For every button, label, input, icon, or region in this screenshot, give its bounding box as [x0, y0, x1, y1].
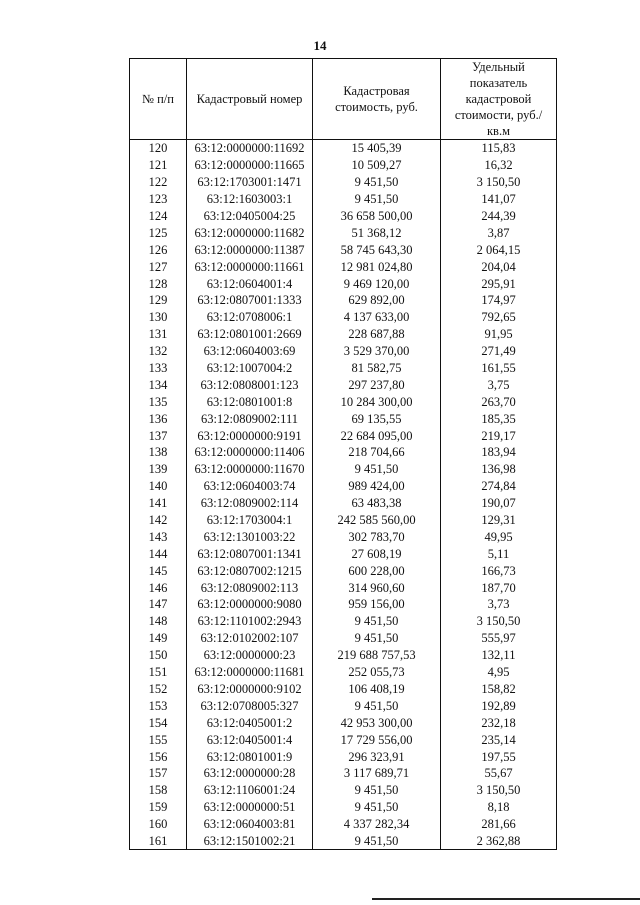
cadastral-value-cell: 9 451,50: [313, 461, 441, 478]
header-specific-value: Удельный показатель кадастровой стоимости, руб./кв.м: [441, 59, 557, 140]
row-number-cell: 161: [130, 833, 187, 850]
cadastral-number-cell: 63:12:0000000:11670: [187, 461, 313, 478]
cadastral-number-cell: 63:12:0807002:1215: [187, 562, 313, 579]
cadastral-number-cell: 63:12:0405004:25: [187, 208, 313, 225]
cadastral-number-cell: 63:12:0807001:1333: [187, 292, 313, 309]
row-number-cell: 126: [130, 241, 187, 258]
table-row: [130, 258, 557, 275]
specific-value-cell: 192,89: [441, 697, 557, 714]
cadastral-number-cell: 63:12:0000000:11406: [187, 444, 313, 461]
table-header-row: [130, 59, 557, 140]
table-body: [130, 140, 557, 850]
row-number-cell: 145: [130, 562, 187, 579]
row-number-cell: 152: [130, 681, 187, 698]
row-number-cell: 135: [130, 393, 187, 410]
table-row: [130, 714, 557, 731]
cadastral-value-cell: 9 451,50: [313, 697, 441, 714]
cadastral-value-cell: 10 284 300,00: [313, 393, 441, 410]
specific-value-cell: 2 362,88: [441, 833, 557, 850]
table-row: [130, 613, 557, 630]
row-number-cell: 132: [130, 343, 187, 360]
table-row: [130, 816, 557, 833]
table-row: [130, 444, 557, 461]
cadastral-value-cell: 3 529 370,00: [313, 343, 441, 360]
specific-value-cell: 8,18: [441, 799, 557, 816]
table-row: [130, 545, 557, 562]
cadastral-number-cell: 63:12:1007004:2: [187, 360, 313, 377]
specific-value-cell: 244,39: [441, 208, 557, 225]
row-number-cell: 133: [130, 360, 187, 377]
specific-value-cell: 3,73: [441, 596, 557, 613]
specific-value-cell: 274,84: [441, 478, 557, 495]
cadastral-value-cell: 27 608,19: [313, 545, 441, 562]
cadastral-value-cell: 242 585 560,00: [313, 512, 441, 529]
cadastral-value-cell: 228 687,88: [313, 326, 441, 343]
cadastral-number-cell: 63:12:1101002:2943: [187, 613, 313, 630]
cadastral-value-cell: 959 156,00: [313, 596, 441, 613]
row-number-cell: 140: [130, 478, 187, 495]
table-row: [130, 664, 557, 681]
cadastral-number-cell: 63:12:0604003:81: [187, 816, 313, 833]
row-number-cell: 151: [130, 664, 187, 681]
cadastral-number-cell: 63:12:0809002:111: [187, 410, 313, 427]
cadastral-number-cell: 63:12:0000000:11665: [187, 157, 313, 174]
table-row: [130, 157, 557, 174]
specific-value-cell: 115,83: [441, 140, 557, 157]
row-number-cell: 123: [130, 191, 187, 208]
cadastral-value-cell: 9 451,50: [313, 174, 441, 191]
specific-value-cell: 555,97: [441, 630, 557, 647]
table-row: [130, 275, 557, 292]
specific-value-cell: 219,17: [441, 427, 557, 444]
specific-value-cell: 281,66: [441, 816, 557, 833]
table-row: [130, 410, 557, 427]
row-number-cell: 124: [130, 208, 187, 225]
specific-value-cell: 263,70: [441, 393, 557, 410]
specific-value-cell: 174,97: [441, 292, 557, 309]
table-row: [130, 765, 557, 782]
cadastral-number-cell: 63:12:1703004:1: [187, 512, 313, 529]
cadastral-number-cell: 63:12:0801001:2669: [187, 326, 313, 343]
cadastral-number-cell: 63:12:0801001:9: [187, 748, 313, 765]
cadastral-number-cell: 63:12:0809002:113: [187, 579, 313, 596]
cadastral-value-cell: 218 704,66: [313, 444, 441, 461]
row-number-cell: 125: [130, 224, 187, 241]
row-number-cell: 142: [130, 512, 187, 529]
row-number-cell: 129: [130, 292, 187, 309]
table-row: [130, 731, 557, 748]
specific-value-cell: 161,55: [441, 360, 557, 377]
row-number-cell: 155: [130, 731, 187, 748]
row-number-cell: 121: [130, 157, 187, 174]
specific-value-cell: 129,31: [441, 512, 557, 529]
row-number-cell: 144: [130, 545, 187, 562]
table-row: [130, 833, 557, 850]
table-row: [130, 512, 557, 529]
cadastral-value-cell: 36 658 500,00: [313, 208, 441, 225]
row-number-cell: 122: [130, 174, 187, 191]
cadastral-value-cell: 10 509,27: [313, 157, 441, 174]
table-row: [130, 461, 557, 478]
specific-value-cell: 5,11: [441, 545, 557, 562]
cadastral-value-cell: 4 337 282,34: [313, 816, 441, 833]
cadastral-number-cell: 63:12:0000000:9080: [187, 596, 313, 613]
header-cadastral-value: Кадастровая стоимость, руб.: [313, 59, 441, 140]
row-number-cell: 131: [130, 326, 187, 343]
table-row: [130, 782, 557, 799]
specific-value-cell: 3 150,50: [441, 782, 557, 799]
cadastral-number-cell: 63:12:0102002:107: [187, 630, 313, 647]
table-row: [130, 393, 557, 410]
row-number-cell: 136: [130, 410, 187, 427]
cadastral-table: [129, 58, 557, 850]
cadastral-value-cell: 9 451,50: [313, 613, 441, 630]
row-number-cell: 130: [130, 309, 187, 326]
cadastral-number-cell: 63:12:0405001:4: [187, 731, 313, 748]
table-row: [130, 681, 557, 698]
cadastral-value-cell: 58 745 643,30: [313, 241, 441, 258]
row-number-cell: 120: [130, 140, 187, 157]
specific-value-cell: 204,04: [441, 258, 557, 275]
header-number: № п/п: [130, 59, 187, 140]
cadastral-value-cell: 9 451,50: [313, 782, 441, 799]
cadastral-number-cell: 63:12:0000000:28: [187, 765, 313, 782]
cadastral-value-cell: 4 137 633,00: [313, 309, 441, 326]
specific-value-cell: 185,35: [441, 410, 557, 427]
table-row: [130, 596, 557, 613]
cadastral-value-cell: 989 424,00: [313, 478, 441, 495]
specific-value-cell: 55,67: [441, 765, 557, 782]
bottom-rule: [372, 898, 640, 900]
cadastral-number-cell: 63:12:0807001:1341: [187, 545, 313, 562]
specific-value-cell: 190,07: [441, 495, 557, 512]
cadastral-value-cell: 302 783,70: [313, 528, 441, 545]
cadastral-number-cell: 63:12:0604001:4: [187, 275, 313, 292]
cadastral-number-cell: 63:12:0000000:23: [187, 647, 313, 664]
cadastral-value-cell: 600 228,00: [313, 562, 441, 579]
table-row: [130, 697, 557, 714]
specific-value-cell: 132,11: [441, 647, 557, 664]
table-row: [130, 208, 557, 225]
specific-value-cell: 3,87: [441, 224, 557, 241]
cadastral-value-cell: 3 117 689,71: [313, 765, 441, 782]
table-row: [130, 478, 557, 495]
cadastral-value-cell: 314 960,60: [313, 579, 441, 596]
specific-value-cell: 16,32: [441, 157, 557, 174]
specific-value-cell: 2 064,15: [441, 241, 557, 258]
cadastral-value-cell: 81 582,75: [313, 360, 441, 377]
cadastral-value-cell: 15 405,39: [313, 140, 441, 157]
row-number-cell: 141: [130, 495, 187, 512]
specific-value-cell: 271,49: [441, 343, 557, 360]
specific-value-cell: 166,73: [441, 562, 557, 579]
cadastral-number-cell: 63:12:0801001:8: [187, 393, 313, 410]
cadastral-number-cell: 63:12:0604003:74: [187, 478, 313, 495]
cadastral-number-cell: 63:12:0405001:2: [187, 714, 313, 731]
cadastral-number-cell: 63:12:1501002:21: [187, 833, 313, 850]
cadastral-number-cell: 63:12:1106001:24: [187, 782, 313, 799]
table-row: [130, 241, 557, 258]
cadastral-value-cell: 9 469 120,00: [313, 275, 441, 292]
cadastral-number-cell: 63:12:0000000:51: [187, 799, 313, 816]
row-number-cell: 154: [130, 714, 187, 731]
cadastral-value-cell: 9 451,50: [313, 799, 441, 816]
cadastral-value-cell: 297 237,80: [313, 376, 441, 393]
specific-value-cell: 3 150,50: [441, 174, 557, 191]
cadastral-value-cell: 17 729 556,00: [313, 731, 441, 748]
row-number-cell: 138: [130, 444, 187, 461]
row-number-cell: 143: [130, 528, 187, 545]
cadastral-number-cell: 63:12:0808001:123: [187, 376, 313, 393]
table-row: [130, 528, 557, 545]
row-number-cell: 150: [130, 647, 187, 664]
row-number-cell: 127: [130, 258, 187, 275]
table-row: [130, 140, 557, 157]
row-number-cell: 139: [130, 461, 187, 478]
table-row: [130, 174, 557, 191]
cadastral-value-cell: 9 451,50: [313, 630, 441, 647]
table-row: [130, 376, 557, 393]
specific-value-cell: 197,55: [441, 748, 557, 765]
specific-value-cell: 232,18: [441, 714, 557, 731]
cadastral-value-cell: 219 688 757,53: [313, 647, 441, 664]
cadastral-value-cell: 252 055,73: [313, 664, 441, 681]
row-number-cell: 149: [130, 630, 187, 647]
row-number-cell: 148: [130, 613, 187, 630]
cadastral-number-cell: 63:12:0000000:11682: [187, 224, 313, 241]
table-row: [130, 647, 557, 664]
cadastral-number-cell: 63:12:0604003:69: [187, 343, 313, 360]
cadastral-value-cell: 63 483,38: [313, 495, 441, 512]
table-row: [130, 224, 557, 241]
cadastral-value-cell: 629 892,00: [313, 292, 441, 309]
table-row: [130, 360, 557, 377]
row-number-cell: 159: [130, 799, 187, 816]
specific-value-cell: 235,14: [441, 731, 557, 748]
row-number-cell: 147: [130, 596, 187, 613]
cadastral-value-cell: 296 323,91: [313, 748, 441, 765]
specific-value-cell: 792,65: [441, 309, 557, 326]
row-number-cell: 157: [130, 765, 187, 782]
cadastral-number-cell: 63:12:0000000:11692: [187, 140, 313, 157]
cadastral-number-cell: 63:12:0000000:11387: [187, 241, 313, 258]
row-number-cell: 153: [130, 697, 187, 714]
specific-value-cell: 158,82: [441, 681, 557, 698]
specific-value-cell: 3,75: [441, 376, 557, 393]
cadastral-number-cell: 63:12:1703001:1471: [187, 174, 313, 191]
table-row: [130, 630, 557, 647]
cadastral-number-cell: 63:12:0809002:114: [187, 495, 313, 512]
table-row: [130, 326, 557, 343]
table-row: [130, 191, 557, 208]
cadastral-number-cell: 63:12:0000000:11661: [187, 258, 313, 275]
row-number-cell: 158: [130, 782, 187, 799]
row-number-cell: 156: [130, 748, 187, 765]
specific-value-cell: 183,94: [441, 444, 557, 461]
cadastral-value-cell: 51 368,12: [313, 224, 441, 241]
cadastral-number-cell: 63:12:0000000:11681: [187, 664, 313, 681]
cadastral-value-cell: 42 953 300,00: [313, 714, 441, 731]
cadastral-value-cell: 22 684 095,00: [313, 427, 441, 444]
row-number-cell: 160: [130, 816, 187, 833]
table-row: [130, 343, 557, 360]
table-row: [130, 799, 557, 816]
table-row: [130, 309, 557, 326]
table-row: [130, 579, 557, 596]
specific-value-cell: 187,70: [441, 579, 557, 596]
cadastral-number-cell: 63:12:1301003:22: [187, 528, 313, 545]
cadastral-number-cell: 63:12:0000000:9191: [187, 427, 313, 444]
specific-value-cell: 91,95: [441, 326, 557, 343]
cadastral-value-cell: 9 451,50: [313, 191, 441, 208]
page-number: 14: [313, 38, 327, 53]
cadastral-number-cell: 63:12:1603003:1: [187, 191, 313, 208]
cadastral-value-cell: 12 981 024,80: [313, 258, 441, 275]
specific-value-cell: 49,95: [441, 528, 557, 545]
table-row: [130, 427, 557, 444]
table-row: [130, 562, 557, 579]
header-cadastral-number: Кадастровый номер: [187, 59, 313, 140]
table-row: [130, 495, 557, 512]
specific-value-cell: 4,95: [441, 664, 557, 681]
row-number-cell: 134: [130, 376, 187, 393]
row-number-cell: 146: [130, 579, 187, 596]
specific-value-cell: 141,07: [441, 191, 557, 208]
specific-value-cell: 3 150,50: [441, 613, 557, 630]
specific-value-cell: 136,98: [441, 461, 557, 478]
cadastral-value-cell: 9 451,50: [313, 833, 441, 850]
table-row: [130, 748, 557, 765]
specific-value-cell: 295,91: [441, 275, 557, 292]
cadastral-value-cell: 106 408,19: [313, 681, 441, 698]
table-row: [130, 292, 557, 309]
cadastral-value-cell: 69 135,55: [313, 410, 441, 427]
cadastral-number-cell: 63:12:0708006:1: [187, 309, 313, 326]
cadastral-number-cell: 63:12:0000000:9102: [187, 681, 313, 698]
cadastral-number-cell: 63:12:0708005:327: [187, 697, 313, 714]
row-number-cell: 128: [130, 275, 187, 292]
row-number-cell: 137: [130, 427, 187, 444]
